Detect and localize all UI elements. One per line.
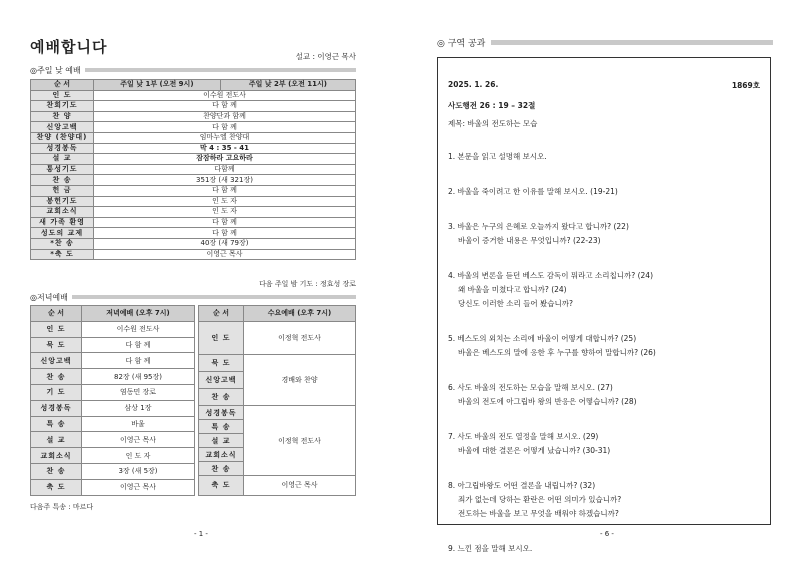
left-page <box>30 36 356 512</box>
role-cell: 묵 도 <box>31 337 82 353</box>
study-section-title: ◎ 구역 공과 <box>437 36 491 49</box>
role-cell: 인 도 <box>31 90 94 101</box>
table-row <box>31 185 356 196</box>
table-row <box>31 132 356 143</box>
next-week-special-song: 다음주 특송 : 마르다 <box>30 502 94 511</box>
role-cell: 신앙고백 <box>31 122 94 133</box>
role-cell: 성경봉독 <box>199 406 244 420</box>
sub-question-text: 바울은 베스도의 말에 응한 후 누구를 향하여 말합니까? (26) <box>458 348 656 357</box>
table-row <box>31 111 356 122</box>
role-cell: 헌 금 <box>31 185 94 196</box>
value-cell: 다함께 <box>94 164 356 175</box>
table-row <box>31 353 195 369</box>
value-cell: 다 함 께 <box>94 217 356 228</box>
value-cell: 이수원 전도사 <box>82 321 195 337</box>
scripture-passage: 사도행전 26 : 19 – 32절 <box>448 101 536 110</box>
question-item <box>448 381 760 409</box>
evening-section-title: ◎저녁예배 <box>30 292 72 303</box>
table-row <box>31 448 195 464</box>
value-cell: 인 도 자 <box>94 196 356 207</box>
study-date: 2025. 1. 26. <box>448 80 499 89</box>
sub-question-text: 바울이 증거한 내용은 무엇입니까? (22-23) <box>458 236 601 245</box>
question-item <box>448 220 760 248</box>
role-cell: 인 도 <box>199 321 244 354</box>
table-row <box>199 321 356 354</box>
table-row <box>31 143 356 154</box>
preacher-label: 설교 : 이영근 목사 <box>295 52 356 61</box>
question-text: 6. 사도 바울의 전도하는 모습을 말해 보시오. (27) <box>448 383 613 392</box>
sunday-order-table <box>30 79 356 260</box>
value-cell: 이정혁 전도사 <box>244 406 356 476</box>
value-cell: 이영근 목사 <box>82 432 195 448</box>
evening-section-header <box>30 292 356 303</box>
value-cell: 이영근 목사 <box>244 476 356 495</box>
value-cell: 인 도 자 <box>82 448 195 464</box>
table-row <box>31 416 195 432</box>
table-row <box>31 432 195 448</box>
table-row <box>31 385 195 401</box>
role-cell: 축 도 <box>31 479 82 495</box>
value-cell: 바울 <box>82 416 195 432</box>
value-cell: 40장 (새 79장) <box>94 238 356 249</box>
value-cell: 경배와 찬양 <box>244 355 356 406</box>
table-row <box>31 321 195 337</box>
header-order: 순 서 <box>199 306 244 322</box>
role-cell: *축 도 <box>31 249 94 260</box>
table-row <box>31 175 356 186</box>
role-cell: *찬 송 <box>31 238 94 249</box>
section-bar <box>30 295 356 299</box>
value-cell: 다 함 께 <box>94 228 356 239</box>
next-week-prayer: 다음 주일 밤 기도 : 정효성 장로 <box>259 280 356 289</box>
role-cell: 설 교 <box>31 154 94 165</box>
question-text: 4. 바울의 변론을 듣던 베스도 감독이 뭐라고 소리칩니까? (24) <box>448 271 653 280</box>
table-row <box>31 154 356 165</box>
table-row <box>31 90 356 101</box>
question-text: 5. 베스도의 외치는 소리에 바울이 어떻게 대합니까? (25) <box>448 334 637 343</box>
table-row <box>199 355 356 372</box>
table-row <box>31 479 195 495</box>
role-cell: 찬 송 <box>199 389 244 406</box>
header-first-service: 주일 낮 1부 (오전 9시) <box>94 80 221 91</box>
sub-question-text: 바울의 전도에 아그립바 왕의 반응은 어떻습니까? (28) <box>458 397 637 406</box>
header-second-service: 주일 낮 2부 (오전 11시) <box>220 80 355 91</box>
sub-question-text: 왜 바울을 미쳤다고 합니까? (24) <box>458 285 567 294</box>
role-cell: 축 도 <box>199 476 244 495</box>
question-text: 2. 바울을 죽이려고 한 이유를 말해 보시오. (19-21) <box>448 187 618 196</box>
study-section-header <box>437 36 773 50</box>
value-cell: 찬양단과 함께 <box>94 111 356 122</box>
value-cell: 임마누엘 찬양대 <box>94 132 356 143</box>
role-cell: 교회소식 <box>31 207 94 218</box>
role-cell: 성경봉독 <box>31 400 82 416</box>
question-text: 3. 바울은 누구의 은혜로 오늘까지 왔다고 합니까? (22) <box>448 222 629 231</box>
value-cell: 이영근 목사 <box>94 249 356 260</box>
page-number: - 6 - <box>600 530 614 538</box>
value-cell: 삼상 1장 <box>82 400 195 416</box>
table-row <box>31 217 356 228</box>
sub-question-text: 바울에 대한 결론은 어떻게 났습니까? (30-31) <box>458 446 611 455</box>
role-cell: 설 교 <box>199 434 244 448</box>
role-cell: 기 도 <box>31 385 82 401</box>
header-order: 순 서 <box>31 80 94 91</box>
value-cell: 82장 (새 95장) <box>82 369 195 385</box>
study-box <box>437 57 771 553</box>
sunday-section-header <box>30 65 356 76</box>
page-number: - 1 - <box>194 530 208 538</box>
value-cell: 다 함 께 <box>94 122 356 133</box>
table-row <box>31 122 356 133</box>
role-cell: 묵 도 <box>199 355 244 372</box>
table-row <box>31 228 356 239</box>
question-item <box>448 430 760 458</box>
question-item <box>448 269 760 311</box>
value-cell: 염동민 장로 <box>82 385 195 401</box>
question-text: 7. 사도 바울의 전도 열정을 말해 보시오. (29) <box>448 432 599 441</box>
role-cell: 교회소식 <box>199 448 244 462</box>
role-cell: 찬 송 <box>31 175 94 186</box>
role-cell: 특 송 <box>31 416 82 432</box>
role-cell: 찬양 (찬양대) <box>31 132 94 143</box>
table-row <box>199 406 356 420</box>
question-item <box>448 185 760 199</box>
header-order: 순 서 <box>31 306 82 322</box>
table-row <box>31 249 356 260</box>
value-cell: 351장 (새 321장) <box>94 175 356 186</box>
role-cell: 인 도 <box>31 321 82 337</box>
role-cell: 찬 양 <box>31 111 94 122</box>
question-item <box>448 150 760 164</box>
table-row <box>31 207 356 218</box>
value-cell: 다 함 께 <box>82 337 195 353</box>
role-cell: 성도의 교제 <box>31 228 94 239</box>
table-row <box>31 164 356 175</box>
value-cell: 다 함 께 <box>94 101 356 112</box>
study-topic: 제목: 바울의 전도하는 모습 <box>448 119 538 128</box>
role-cell: 교회소식 <box>31 448 82 464</box>
question-text: 8. 아그립바왕도 어떤 결론을 내립니까? (32) <box>448 481 596 490</box>
role-cell: 통성기도 <box>31 164 94 175</box>
evening-order-table <box>30 305 195 496</box>
role-cell: 설 교 <box>31 432 82 448</box>
right-page <box>437 36 773 553</box>
role-cell: 찬 송 <box>199 462 244 476</box>
table-row <box>31 337 195 353</box>
header-evening-service: 저녁예배 (오후 7시) <box>82 306 195 322</box>
role-cell: 특 송 <box>199 420 244 434</box>
table-row <box>31 101 356 112</box>
question-text: 9. 느낀 점을 말해 보시오. <box>448 544 533 553</box>
value-cell: 잠잠하라 고요하라 <box>94 154 356 165</box>
value-cell: 다 함 께 <box>94 185 356 196</box>
value-cell: 이정혁 전도사 <box>244 321 356 354</box>
sub-question-text: 당신도 이러한 소리 들어 봤습니까? <box>458 299 573 308</box>
role-cell: 새 가족 환영 <box>31 217 94 228</box>
role-cell: 찬 송 <box>31 369 82 385</box>
sub-question-text: 죄가 없는데 당하는 환란은 어떤 의미가 있습니까? <box>458 495 622 504</box>
table-row <box>199 476 356 495</box>
issue-number: 1869호 <box>731 81 760 90</box>
wednesday-order-table <box>198 305 356 496</box>
header-wednesday-service: 수요예배 (오후 7시) <box>244 306 356 322</box>
question-list <box>448 150 760 556</box>
question-text: 1. 본문을 읽고 설명해 보시오. <box>448 152 547 161</box>
role-cell: 신앙고백 <box>31 353 82 369</box>
value-cell: 이영근 목사 <box>82 479 195 495</box>
sub-question-text: 전도하는 바울을 보고 무엇을 배워야 하겠습니까? <box>458 509 619 518</box>
table-row <box>31 400 195 416</box>
value-cell: 다 함 께 <box>82 353 195 369</box>
table-row <box>31 196 356 207</box>
role-cell: 찬회기도 <box>31 101 94 112</box>
value-cell: 이수원 전도사 <box>94 90 356 101</box>
sunday-section-title: ◎주일 낮 예배 <box>30 65 85 76</box>
table-row <box>31 464 195 480</box>
table-row <box>31 369 195 385</box>
role-cell: 봉헌기도 <box>31 196 94 207</box>
role-cell: 신앙고백 <box>199 372 244 389</box>
role-cell: 성경봉독 <box>31 143 94 154</box>
question-item <box>448 332 760 360</box>
page-title: 예배합니다 <box>30 38 108 56</box>
role-cell: 찬 송 <box>31 464 82 480</box>
value-cell: 막 4 : 35 - 41 <box>94 143 356 154</box>
question-item <box>448 479 760 521</box>
value-cell: 인 도 자 <box>94 207 356 218</box>
table-row <box>31 238 356 249</box>
value-cell: 3장 (새 5장) <box>82 464 195 480</box>
question-item <box>448 542 760 556</box>
